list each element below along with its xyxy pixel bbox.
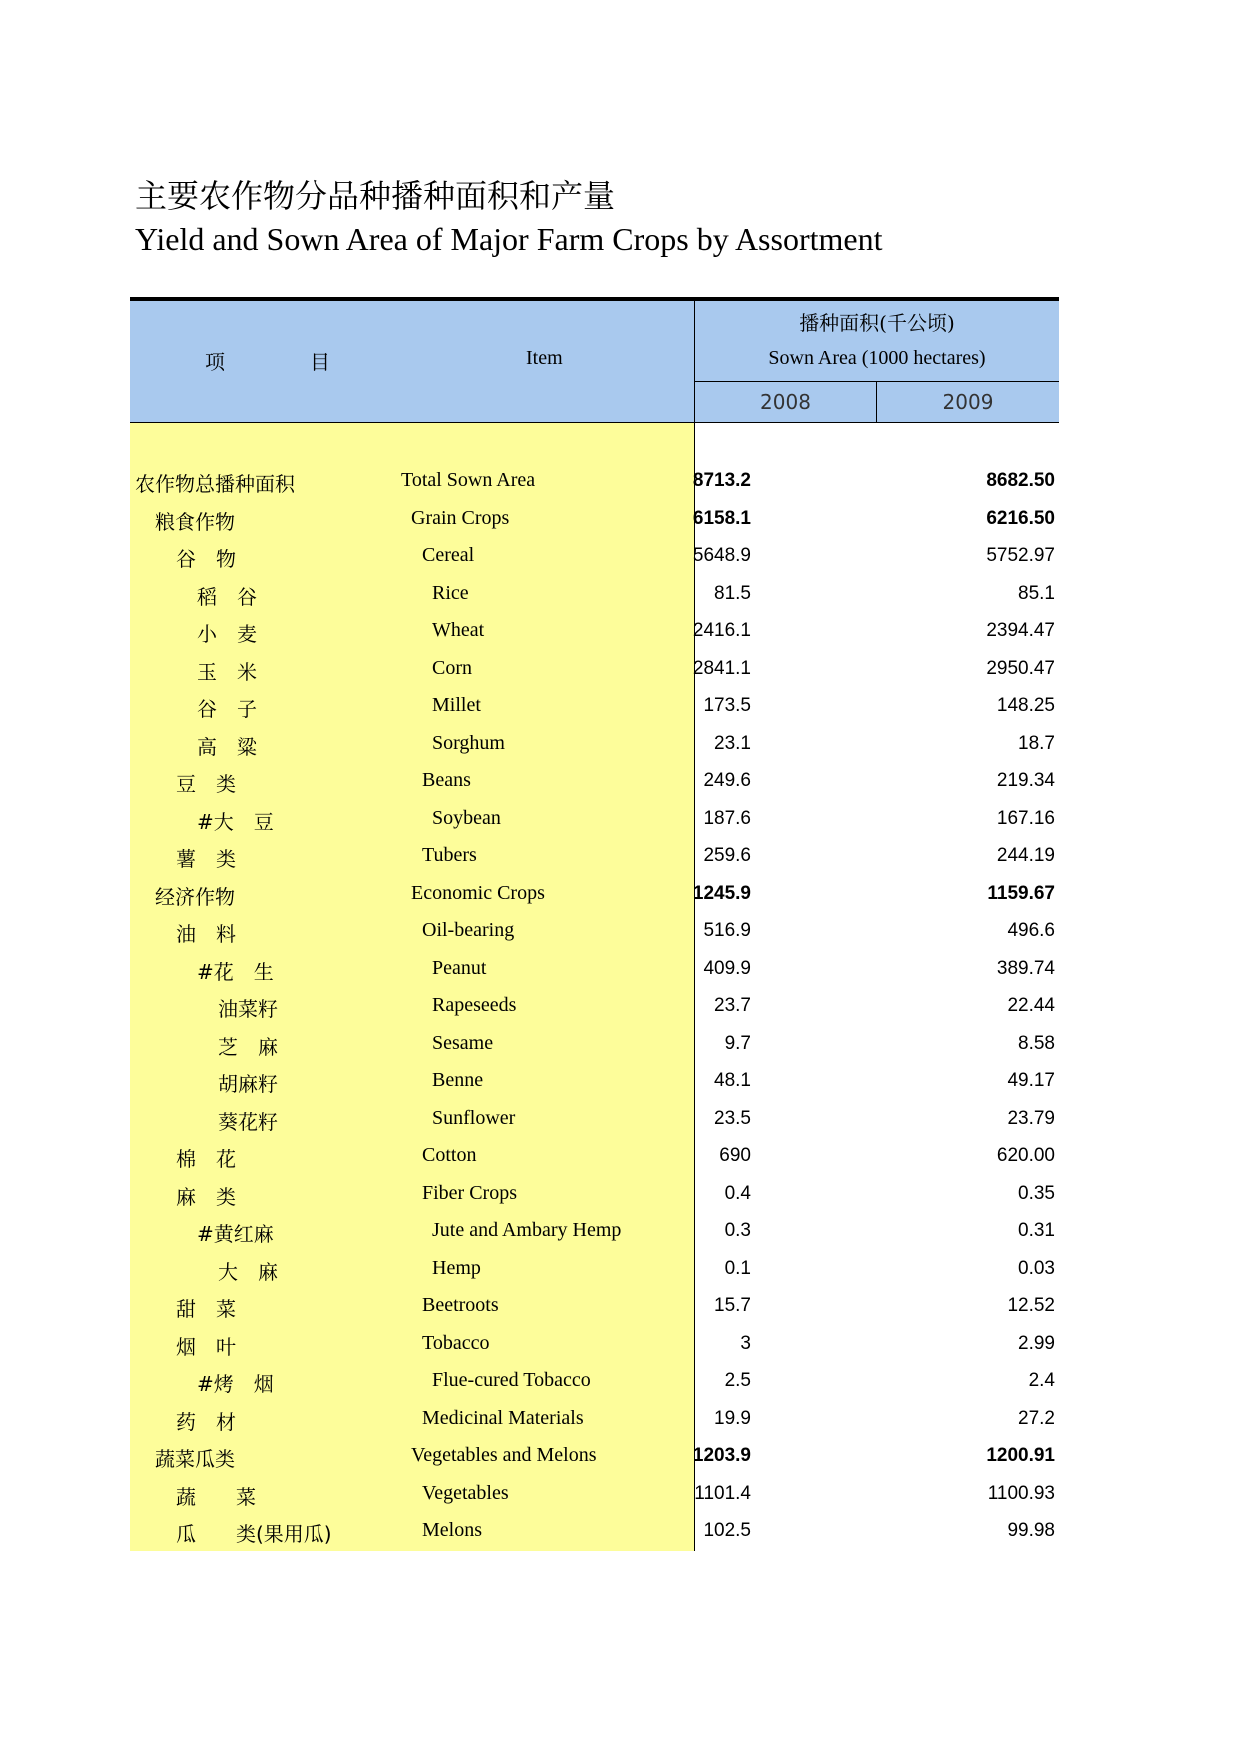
- table-row: [130, 539, 1059, 577]
- row-label-en: Sorghum: [432, 731, 505, 754]
- row-value-2009: 1159.67: [987, 882, 1055, 904]
- row-label-zh: 粮食作物: [155, 509, 235, 534]
- row-value-2008: 173.5: [703, 695, 751, 716]
- row-label-zh: 油 料: [176, 922, 236, 946]
- row-label-zh: 大 麻: [218, 1259, 278, 1284]
- row-label-zh: 麻 类: [176, 1184, 236, 1209]
- row-label-en: Hemp: [432, 1256, 481, 1279]
- row-label-en: Flue-cured Tobacco: [432, 1369, 591, 1391]
- row-value-2009: 49.17: [1007, 1070, 1055, 1091]
- row-label-zh: 蔬 菜: [176, 1484, 256, 1509]
- row-label-en: Oil-bearing: [422, 919, 515, 941]
- header-year-2009: 2009: [942, 390, 994, 414]
- header-item-zh-left: 项: [205, 350, 225, 374]
- row-value-2008: 0.3: [724, 1220, 751, 1241]
- header-bottom-rule: [130, 422, 1059, 423]
- row-label-en: Cereal: [422, 544, 475, 566]
- row-label-en: Fiber Crops: [422, 1181, 517, 1204]
- row-label-zh: 玉 米: [197, 659, 257, 684]
- row-value-2008: 81.5: [714, 582, 751, 604]
- row-label-zh: 小 麦: [197, 622, 257, 646]
- row-label-zh: 葵花籽: [218, 1109, 278, 1134]
- row-value-2009: 219.34: [996, 770, 1055, 791]
- table-row: [130, 727, 1059, 765]
- row-label-en: Corn: [432, 656, 472, 679]
- row-label-en: Vegetables: [422, 1481, 509, 1504]
- row-value-2008: 516.9: [703, 920, 751, 941]
- row-label-zh: #花 生: [197, 959, 274, 984]
- row-label-zh: 经济作物: [155, 884, 235, 909]
- row-value-2008: 259.6: [703, 845, 751, 866]
- row-value-2008: 2841.1: [692, 657, 751, 679]
- row-value-2008: 0.4: [724, 1182, 751, 1204]
- row-label-zh: 谷 子: [197, 697, 257, 721]
- header-area-en: Sown Area (1000 hectares): [768, 347, 986, 369]
- row-value-2009: 620.00: [996, 1145, 1055, 1166]
- header-item-zh-right: 目: [310, 350, 330, 374]
- row-value-2008: 1101.4: [694, 1482, 751, 1504]
- table-row: [130, 1289, 1059, 1327]
- row-value-2009: 85.1: [1018, 582, 1055, 604]
- row-value-2008: 102.5: [703, 1520, 751, 1541]
- row-label-zh: #黄红麻: [197, 1222, 274, 1246]
- header-year-2008: 2008: [760, 390, 811, 414]
- row-label-zh: 稻 谷: [197, 584, 257, 609]
- row-label-en: Wheat: [432, 619, 485, 641]
- row-label-en: Tubers: [422, 844, 477, 866]
- row-value-2009: 22.44: [1007, 995, 1055, 1016]
- row-value-2009: 2950.47: [986, 657, 1055, 679]
- row-label-en: Medicinal Materials: [422, 1406, 584, 1429]
- row-label-zh: #烤 烟: [197, 1372, 274, 1396]
- row-value-2008: 0.1: [724, 1257, 751, 1279]
- table-row: [130, 1102, 1059, 1140]
- row-value-2008: 23.7: [714, 995, 751, 1016]
- row-value-2009: 6216.50: [986, 507, 1055, 529]
- table-row: [130, 614, 1059, 652]
- table-row: [130, 1514, 1059, 1552]
- row-value-2008: 187.6: [703, 807, 751, 829]
- row-value-2009: 1200.91: [986, 1445, 1055, 1466]
- page-title-en: Yield and Sown Area of Major Farm Crops by Assortment: [135, 221, 883, 257]
- row-value-2008: 1203.9: [692, 1445, 751, 1466]
- row-label-en: Soybean: [432, 806, 501, 829]
- row-label-en: Cotton: [422, 1144, 477, 1166]
- row-label-zh: 甜 菜: [176, 1297, 236, 1321]
- row-label-zh: 农作物总播种面积: [135, 472, 295, 496]
- row-value-2009: 244.19: [996, 845, 1055, 866]
- row-value-2008: 409.9: [703, 957, 751, 979]
- row-value-2008: 6158.1: [692, 507, 751, 529]
- table-row: [130, 914, 1059, 952]
- row-label-en: Vegetables and Melons: [411, 1444, 597, 1466]
- row-label-zh: 芝 麻: [218, 1034, 278, 1059]
- row-value-2008: 1245.9: [692, 882, 751, 904]
- row-label-en: Total Sown Area: [401, 469, 536, 491]
- row-value-2009: 2394.47: [986, 620, 1055, 641]
- row-label-en: Beetroots: [422, 1294, 499, 1316]
- row-label-en: Beans: [422, 769, 471, 791]
- row-label-zh: 谷 物: [176, 547, 236, 571]
- table-row: [130, 1327, 1059, 1365]
- table-row: [130, 989, 1059, 1027]
- row-label-en: Sesame: [432, 1031, 494, 1054]
- row-value-2009: 496.6: [1007, 920, 1055, 941]
- row-value-2008: 15.7: [714, 1295, 751, 1316]
- row-label-zh: 豆 类: [176, 772, 236, 796]
- header-item-en: Item: [526, 347, 563, 369]
- row-label-zh: 烟 叶: [176, 1334, 236, 1359]
- row-value-2009: 12.52: [1007, 1295, 1055, 1316]
- row-value-2009: 0.31: [1018, 1220, 1055, 1241]
- row-label-en: Melons: [422, 1519, 482, 1541]
- table-row: [130, 502, 1059, 540]
- row-label-en: Rice: [432, 581, 469, 604]
- row-value-2008: 3: [740, 1332, 751, 1354]
- table-row: [130, 839, 1059, 877]
- table-row: [130, 877, 1059, 915]
- table-row: [130, 464, 1059, 502]
- row-label-zh: 棉 花: [176, 1147, 236, 1171]
- table-row: [130, 1064, 1059, 1102]
- row-value-2008: 2.5: [724, 1370, 751, 1391]
- row-label-en: Economic Crops: [411, 881, 545, 904]
- row-label-en: Sunflower: [432, 1106, 516, 1129]
- row-value-2009: 167.16: [996, 807, 1055, 829]
- row-value-2009: 2.99: [1018, 1332, 1055, 1354]
- header-area-zh: 播种面积(千公顷): [799, 311, 955, 335]
- row-value-2009: 0.35: [1018, 1182, 1055, 1204]
- table-row: [130, 1477, 1059, 1515]
- row-label-zh: 蔬菜瓜类: [155, 1447, 235, 1471]
- row-label-en: Benne: [432, 1069, 484, 1091]
- row-value-2008: 690: [719, 1145, 751, 1166]
- table-row: [130, 1027, 1059, 1065]
- row-value-2009: 0.03: [1018, 1257, 1055, 1279]
- table-row: [130, 1439, 1059, 1477]
- row-label-zh: 胡麻籽: [218, 1072, 278, 1096]
- row-value-2008: 9.7: [724, 1032, 751, 1054]
- row-label-zh: 高 粱: [197, 734, 257, 759]
- row-value-2008: 5648.9: [692, 545, 751, 566]
- row-value-2009: 8682.50: [986, 470, 1055, 491]
- table-row: [130, 802, 1059, 840]
- row-value-2009: 8.58: [1018, 1032, 1055, 1054]
- row-label-en: Jute and Ambary Hemp: [432, 1219, 622, 1241]
- table-row: [130, 1402, 1059, 1440]
- row-value-2008: 8713.2: [692, 470, 751, 491]
- row-value-2009: 5752.97: [986, 545, 1055, 566]
- row-label-en: Rapeseeds: [432, 994, 517, 1016]
- table-row: [130, 1139, 1059, 1177]
- row-label-zh: 药 材: [176, 1409, 236, 1434]
- row-value-2008: 19.9: [714, 1407, 751, 1429]
- row-label-en: Grain Crops: [411, 506, 510, 529]
- table-row: [130, 952, 1059, 990]
- row-value-2008: 48.1: [714, 1070, 751, 1091]
- row-label-zh: 油菜籽: [218, 997, 278, 1021]
- row-value-2009: 148.25: [996, 695, 1055, 716]
- table-row: [130, 689, 1059, 727]
- page-title-zh: 主要农作物分品种播种面积和产量: [135, 177, 616, 215]
- table-row: [130, 652, 1059, 690]
- row-value-2008: 249.6: [703, 770, 751, 791]
- row-label-zh: 薯 类: [176, 847, 236, 871]
- row-label-en: Peanut: [432, 956, 487, 979]
- row-value-2009: 18.7: [1018, 732, 1055, 754]
- header-mid-rule: [695, 381, 1059, 382]
- table-row: [130, 1364, 1059, 1402]
- row-value-2008: 23.5: [714, 1107, 751, 1129]
- table-row: [130, 1252, 1059, 1290]
- row-value-2008: 23.1: [714, 732, 751, 754]
- row-label-zh: 瓜 类(果用瓜): [176, 1522, 332, 1546]
- row-label-zh: #大 豆: [197, 809, 274, 834]
- row-value-2009: 2.4: [1028, 1370, 1055, 1391]
- row-value-2008: 2416.1: [692, 620, 751, 641]
- row-value-2009: 1100.93: [987, 1482, 1055, 1504]
- row-value-2009: 389.74: [996, 957, 1055, 979]
- row-value-2009: 27.2: [1018, 1407, 1055, 1429]
- table-row: [130, 1214, 1059, 1252]
- row-label-en: Millet: [432, 694, 481, 716]
- row-label-en: Tobacco: [422, 1331, 490, 1354]
- table-row: [130, 764, 1059, 802]
- table-row: [130, 1177, 1059, 1215]
- table-row: [130, 577, 1059, 615]
- row-value-2009: 99.98: [1007, 1520, 1055, 1541]
- row-value-2009: 23.79: [1007, 1107, 1055, 1129]
